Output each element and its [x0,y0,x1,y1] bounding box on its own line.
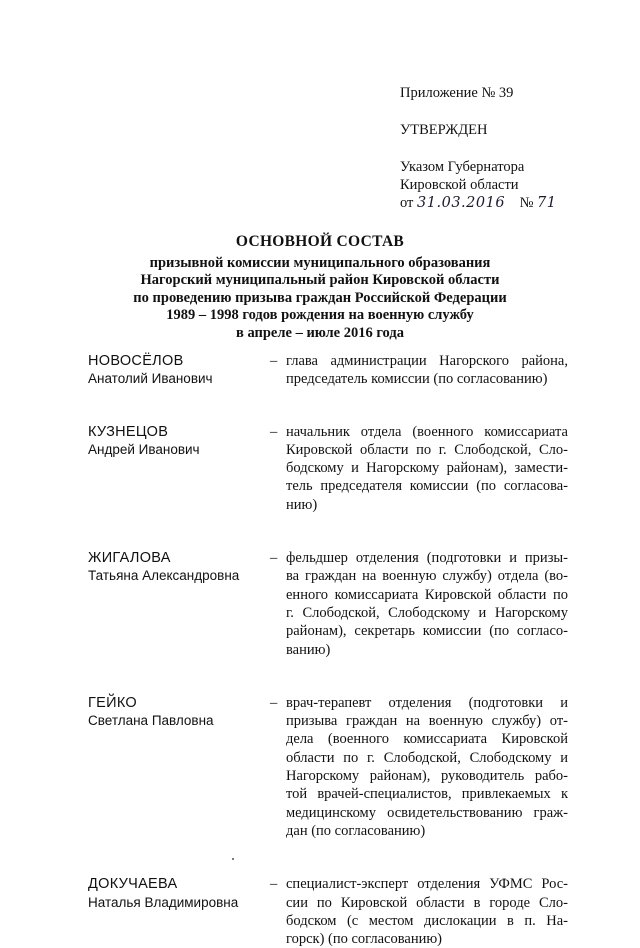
appendix-number: Приложение № 39 [400,85,514,101]
member-role-line: нию) [286,496,318,513]
member-role-line: Кировской области по г. Слободской, Сло- [286,441,568,458]
member-role-line: Нагорскому районам), руководитель рабо- [286,768,568,785]
title-line: 1989 – 1998 годов рождения на военную службу [166,307,474,323]
member-entry [88,549,584,659]
member-name [88,549,270,659]
decree-date-line [400,194,620,212]
document-title [60,233,580,342]
title-main: ОСНОВНОЙ СОСТАВ [235,233,405,250]
member-name [88,352,270,389]
member-given-names: Анатолий Иванович [88,371,213,387]
member-role-line: фельдшер отделения (подготовки и призы- [286,550,568,567]
member-role [286,694,568,840]
member-role-line: тель председателя комиссии (по согласова- [286,478,568,495]
decree-line-2: Кировской области [400,177,519,193]
member-given-names: Светлана Павловна [88,713,214,729]
member-role-line: дан (по согласованию) [286,822,426,839]
member-role-line: енного комиссариата Кировской области по [286,586,568,603]
member-dash: – [270,694,278,711]
member-role-line: дела (военного комиссариата Кировской [286,731,568,748]
member-surname: ЖИГАЛОВА [88,550,171,567]
member-surname: КУЗНЕЦОВ [88,423,169,440]
member-role-line: сии по Кировской области в городе Сло- [286,894,568,911]
member-entry [88,875,584,948]
decree-line-1: Указом Губернатора [400,159,525,175]
handwritten-number: 71 [537,195,557,211]
title-line: Нагорский муниципальный район Кировской области [140,272,500,288]
approval-block [400,84,620,212]
member-given-names: Татьяна Александровна [88,568,240,584]
member-role-line: бодском (с местом дислокации в п. На- [286,912,568,929]
member-role-line: бодскому и Нагорскому районам), замести- [286,460,568,477]
member-role [286,875,568,948]
title-line: по проведению призыва граждан Российской Федерации [133,289,507,306]
member-role-line: той врачей-специалистов, привлекаемых к [286,786,568,803]
member-surname: ДОКУЧАЕВА [88,876,178,893]
member-name [88,694,270,840]
member-role-line: председатель комиссии (по согласованию) [286,371,548,388]
handwritten-date: 31.03.2016 [417,195,506,211]
approved-label: УТВЕРЖДЕН [400,122,488,138]
member-entry [88,352,584,389]
member-role-line: районам), секретарь комиссии (по согласо- [286,623,568,640]
member-role-line: г. Слободской, Слободскому и Нагорскому [286,604,568,621]
member-role [286,352,568,389]
member-role-line: медицинскому освидетельствованию граж- [286,804,568,821]
member-surname: НОВОСЁЛОВ [88,353,184,369]
member-entry [88,423,584,514]
title-line: призывной комиссии муниципального образования [149,254,491,271]
member-given-names: Наталья Владимировна [88,894,239,910]
member-role-line: начальник отдела (военного комиссариата [286,423,568,440]
member-role-line: призыва граждан на военную службу) от- [286,713,568,730]
member-role-line: области по г. Слободской, Слободскому и [286,749,568,766]
member-surname: ГЕЙКО [88,694,138,711]
scan-speck [232,858,234,860]
member-dash: – [270,353,278,369]
member-role-line: ванию) [286,641,331,658]
member-role-line: горск) (по согласованию) [286,931,443,948]
commission-members-list [88,352,584,948]
member-role-line: специалист-эксперт отделения УФМС Рос- [286,876,568,893]
title-line: в апреле – июле 2016 года [236,324,404,341]
number-prefix: № [519,195,534,211]
member-role [286,549,568,659]
member-entry [88,694,584,840]
member-role [286,423,568,514]
member-role-line: глава администрации Нагорского района, [286,353,568,369]
member-name [88,875,270,948]
member-role-line: ва граждан на военную службу) отдела (во- [286,568,568,585]
member-role-line: врач-терапевт отделения (подготовки и [286,694,568,711]
member-dash: – [270,550,278,567]
member-given-names: Андрей Иванович [88,441,200,457]
member-name [88,423,270,514]
member-dash: – [270,876,278,893]
date-prefix: от [400,195,414,211]
member-dash: – [270,423,278,440]
